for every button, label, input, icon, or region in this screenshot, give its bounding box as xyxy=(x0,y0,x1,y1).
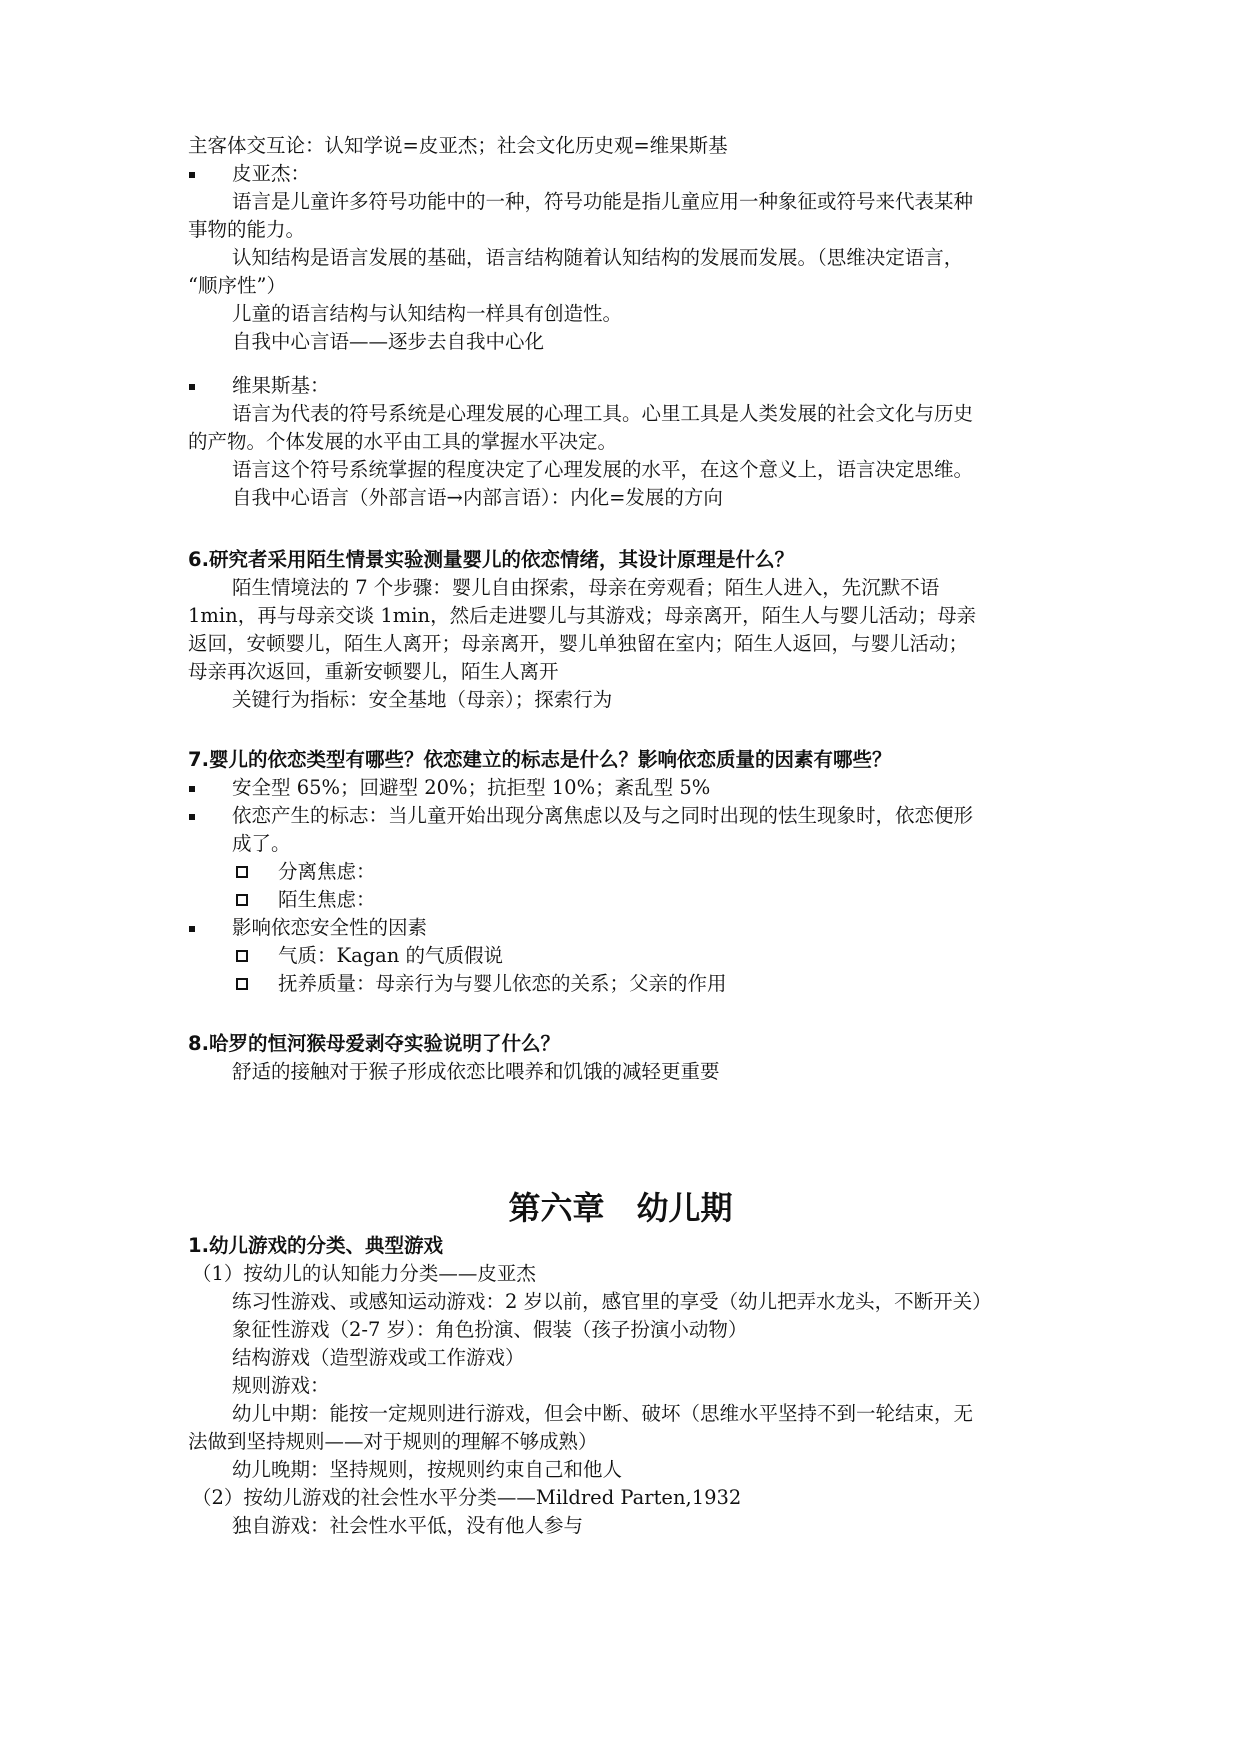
text-line: 关键行为指标：安全基地（母亲）；探索行为 xyxy=(232,688,613,711)
text-line: 认知结构是语言发展的基础，语言结构随着认知结构的发展而发展。（思维决定语言， xyxy=(232,246,964,269)
bullet xyxy=(189,814,195,820)
text-line: 规则游戏： xyxy=(232,1374,330,1397)
text-line: 幼儿晚期：坚持规则，按规则约束自己和他人 xyxy=(232,1458,623,1481)
question-heading: 6.研究者采用陌生情景实验测量婴儿的依恋情绪，其设计原理是什么？ xyxy=(188,548,794,571)
text-line: （2）按幼儿游戏的社会性水平分类——Mildred Parten,1932 xyxy=(192,1486,742,1509)
text-line: 结构游戏（造型游戏或工作游戏） xyxy=(232,1346,525,1369)
text-line: 母亲再次返回，重新安顿婴儿，陌生人离开 xyxy=(188,660,559,683)
text-line: “顺序性”） xyxy=(188,274,286,297)
text-line: 成了。 xyxy=(232,832,291,855)
bullet xyxy=(189,786,195,792)
checkbox-bullet xyxy=(236,950,248,962)
text-line: 幼儿中期：能按一定规则进行游戏，但会中断、破坏（思维水平坚持不到一轮结束，无 xyxy=(232,1402,974,1425)
text-line: （1）按幼儿的认知能力分类——皮亚杰 xyxy=(192,1262,536,1285)
text-line: 抚养质量：母亲行为与婴儿依恋的关系；父亲的作用 xyxy=(278,972,727,995)
text-line: 主客体交互论：认知学说=皮亚杰；社会文化历史观=维果斯基 xyxy=(188,134,728,157)
text-line: 安全型 65%；回避型 20%；抗拒型 10%；紊乱型 5% xyxy=(232,776,711,799)
text-line: 独自游戏：社会性水平低，没有他人参与 xyxy=(232,1514,584,1537)
text-line: 维果斯基： xyxy=(232,374,330,397)
text-line: 语言是儿童许多符号功能中的一种，符号功能是指儿童应用一种象征或符号来代表某种 xyxy=(232,190,974,213)
text-line: 陌生焦虑： xyxy=(278,888,376,911)
checkbox-bullet xyxy=(236,866,248,878)
bullet xyxy=(189,172,195,178)
text-line: 练习性游戏、或感知运动游戏：2 岁以前，感官里的享受（幼儿把弄水龙头，不断开关） xyxy=(232,1290,992,1313)
text-line: 法做到坚持规则——对于规则的理解不够成熟） xyxy=(188,1430,598,1453)
text-line: 1min，再与母亲交谈 1min，然后走进婴儿与其游戏；母亲离开，陌生人与婴儿活动；母亲 xyxy=(188,604,977,627)
text-line: 影响依恋安全性的因素 xyxy=(232,916,428,939)
checkbox-bullet xyxy=(236,894,248,906)
checkbox-bullet xyxy=(236,978,248,990)
text-line: 象征性游戏（2-7 岁）：角色扮演、假装（孩子扮演小动物） xyxy=(232,1318,748,1341)
text-line: 气质：Kagan 的气质假说 xyxy=(278,944,504,967)
text-line: 皮亚杰： xyxy=(232,162,311,185)
text-line: 舒适的接触对于猴子形成依恋比喂养和饥饿的减轻更重要 xyxy=(232,1060,720,1083)
text-line: 自我中心言语——逐步去自我中心化 xyxy=(232,330,545,353)
text-line: 的产物。个体发展的水平由工具的掌握水平决定。 xyxy=(188,430,618,453)
text-line: 返回，安顿婴儿，陌生人离开；母亲离开，婴儿单独留在室内；陌生人返回，与婴儿活动； xyxy=(188,632,969,655)
text-line: 语言为代表的符号系统是心理发展的心理工具。心里工具是人类发展的社会文化与历史 xyxy=(232,402,974,425)
text-line: 事物的能力。 xyxy=(188,218,306,241)
text-line: 分离焦虑： xyxy=(278,860,376,883)
bullet xyxy=(189,384,195,390)
bullet xyxy=(189,926,195,932)
text-line: 陌生情境法的 7 个步骤：婴儿自由探索，母亲在旁观看；陌生人进入，先沉默不语 xyxy=(232,576,940,599)
section-heading: 1.幼儿游戏的分类、典型游戏 xyxy=(188,1234,443,1257)
text-line: 自我中心语言（外部言语→内部言语）：内化=发展的方向 xyxy=(232,486,723,509)
chapter-title: 第六章 幼儿期 xyxy=(508,1189,733,1227)
text-line: 语言这个符号系统掌握的程度决定了心理发展的水平，在这个意义上，语言决定思维。 xyxy=(232,458,974,481)
question-heading: 8.哈罗的恒河猴母爱剥夺实验说明了什么？ xyxy=(188,1032,560,1055)
text-line: 儿童的语言结构与认知结构一样具有创造性。 xyxy=(232,302,623,325)
text-line: 依恋产生的标志：当儿童开始出现分离焦虑以及与之同时出现的怯生现象时，依恋便形 xyxy=(232,804,974,827)
question-heading: 7.婴儿的依恋类型有哪些？依恋建立的标志是什么？影响依恋质量的因素有哪些？ xyxy=(188,748,892,771)
